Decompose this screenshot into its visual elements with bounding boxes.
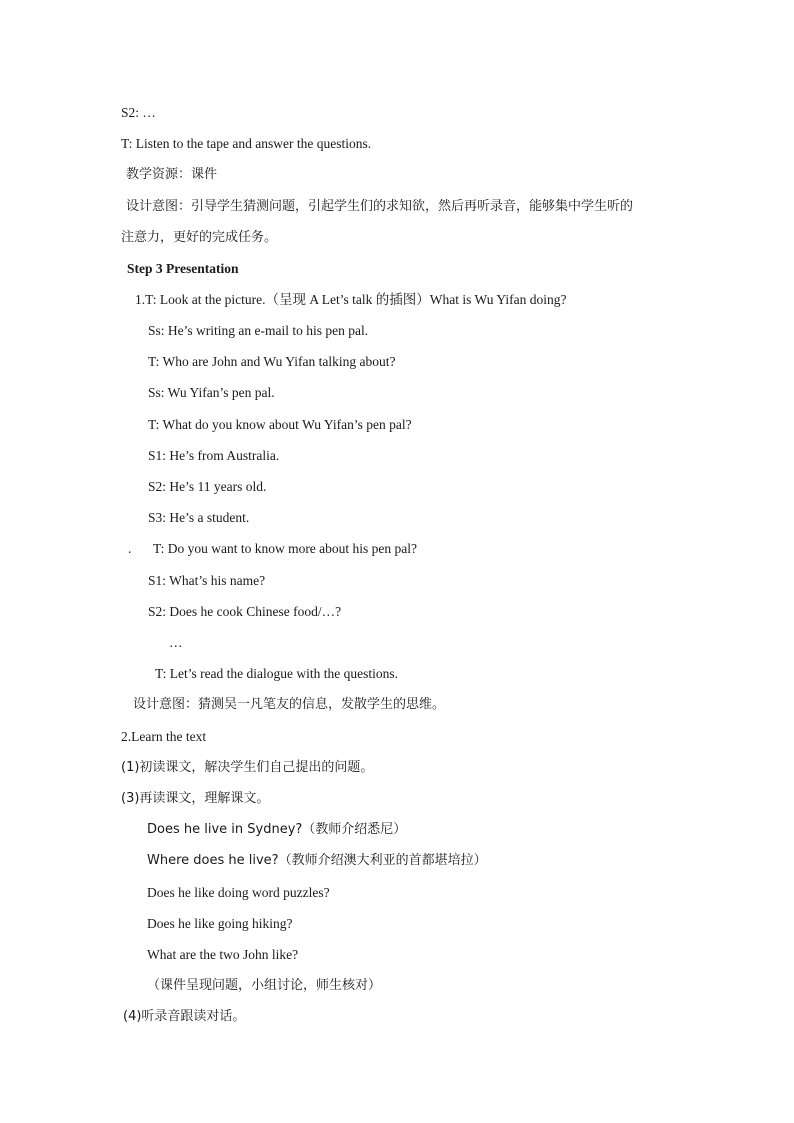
text-line: What are the two John like? [147,947,299,962]
text-line: (3)再读课文，理解课文。 [121,791,270,806]
text-line: T: Listen to the tape and answer the questions. [121,136,372,151]
text-line: . [128,541,132,556]
text-line: T: Let’s read the dialogue with the questions. [155,666,399,681]
text-line: 注意力，更好的完成任务。 [121,230,278,245]
text-line: Ss: Wu Yifan’s pen pal. [148,385,275,400]
text-line: Does he like going hiking? [147,916,293,931]
text-line: 教学资源：课件 [126,167,218,182]
text-line: S3: He’s a student. [148,510,250,525]
text-line: (4)听录音跟读对话。 [123,1009,246,1024]
section-heading: Step 3 Presentation [127,261,239,276]
text-line: 设计意图：引导学生猜测问题，引起学生们的求知欲，然后再听录音，能够集中学生听的 [126,199,634,214]
text-line: S1: He’s from Australia. [148,448,280,463]
text-line: T: Who are John and Wu Yifan talking about? [148,354,396,369]
text-line: S2: Does he cook Chinese food/…? [148,604,342,619]
text-line: （课件呈现问题，小组讨论，师生核对） [147,978,382,993]
text-line: T: What do you know about Wu Yifan’s pen pal? [148,417,412,432]
text-line: Does he like doing word puzzles? [147,885,330,900]
text-line: 1.T: Look at the picture.（呈现 A Let’s talk 的插图）What is Wu Yifan doing? [135,292,567,307]
text-line: S1: What’s his name? [148,573,266,588]
text-line: Ss: He’s writing an e-mail to his pen pal. [148,323,369,338]
text-line: T: Do you want to know more about his pen pal? [153,541,418,556]
text-line: Where does he live?（教师介绍澳大利亚的首都堪培拉） [147,853,487,868]
text-line: S2: He’s 11 years old. [148,479,267,494]
text-line: … [169,635,183,650]
text-line: (1)初读课文，解决学生们自己提出的问题。 [121,760,374,775]
text-line: Does he live in Sydney?（教师介绍悉尼） [147,822,407,837]
text-line: 设计意图：猜测吴一凡笔友的信息，发散学生的思维。 [133,697,446,712]
text-line: 2.Learn the text [121,729,207,744]
text-line: S2: … [121,105,156,120]
